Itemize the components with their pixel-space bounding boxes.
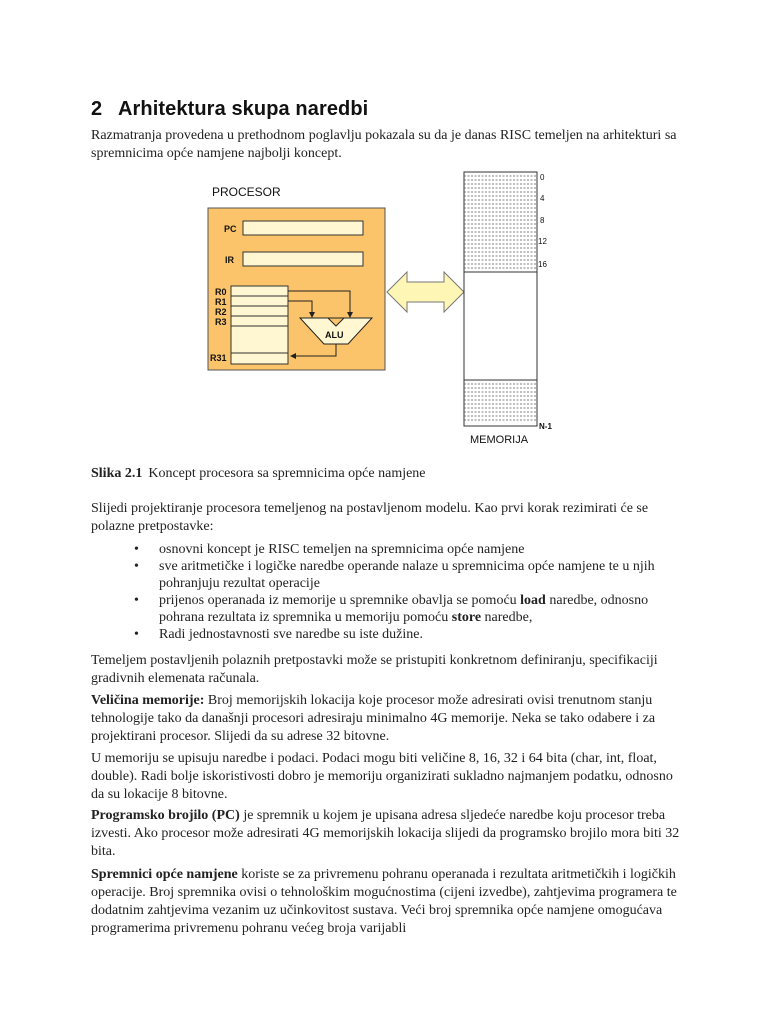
paragraph-program-counter: Programsko brojilo (PC) je spremnik u kojem je upisana adresa sljedeće naredbe koju procesor treba izvesti. Ako procesor može adresirati 4G memorijskih lokacija slijedi da programsko brojilo mora biti 32 bita.	[91, 808, 680, 859]
list-item: • prijenos operanada iz memorije u spremnike obavlja se pomoću load naredbe, odnosno pohrana rezultata iz spremnika u memoriju pomoću store naredbe,	[91, 592, 681, 626]
memory-address-0: 0	[540, 173, 545, 182]
paragraph-definition: Temeljem postavljenih polaznih pretpostavki može se pristupiti konkretnom definiranju, specifikaciji gradivnih elemenata računala.	[91, 653, 658, 686]
figure-caption	[91, 465, 681, 483]
register-label-r1: R1	[215, 297, 227, 307]
memory-address-last: N-1	[539, 422, 552, 431]
paragraph-memory-data: U memoriju se upisuju naredbe i podaci. Podaci mogu biti veličine 8, 16, 32 i 64 bita (char, int, float, double). Radi bolje iskoristivosti dobro je memoriju organizirati sukladno najmanjem podatku, odnosno da su lokacije 8 bitovne.	[91, 751, 673, 802]
register-label-r2: R2	[215, 307, 227, 317]
pc-register	[243, 221, 363, 235]
caption-label: Slika 2.1	[91, 466, 143, 481]
memory-address-12: 12	[538, 237, 547, 246]
register-label-r3: R3	[215, 317, 227, 327]
intro-paragraph: Razmatranja provedena u prethodnom poglavlju pokazala su da je danas RISC temeljen na arhitekturi sa spremnicima opće namjene najbolji koncept.	[91, 128, 677, 161]
section-number: 2	[91, 98, 103, 120]
ir-label: IR	[225, 255, 234, 265]
term-memory-size: Veličina memorije:	[91, 693, 205, 708]
memory-address-4: 4	[540, 194, 545, 203]
paragraph-memory-size: Veličina memorije: Broj memorijskih lokacija koje procesor može adresirati ovisi trenutnom stanju tehnologije tako da današnji procesori adresiraju minimalno 4G memorije. Neka se tako odabere i za projektirani procesor. Slijedi da su adrese 32 bitovne.	[91, 693, 656, 744]
register-file	[231, 286, 288, 364]
ir-register	[243, 252, 363, 266]
alu-label: ALU	[325, 330, 344, 340]
term-program-counter: Programsko brojilo (PC)	[91, 808, 240, 823]
pc-label: PC	[224, 224, 237, 234]
section-title: Arhitektura skupa naredbi	[118, 98, 369, 120]
list-item: • osnovni koncept je RISC temeljen na spremnicima opće namjene	[91, 541, 681, 558]
list-item: • sve aritmetičke i logičke naredbe operande nalaze u spremnicima opće namjene te u njih pohranjuju rezultat operacije	[91, 558, 681, 592]
memory-address-16: 16	[538, 260, 547, 269]
assumptions-list	[91, 541, 681, 643]
bus-double-arrow	[387, 272, 464, 312]
memory-label: MEMORIJA	[470, 434, 529, 446]
paragraph-assumptions: Slijedi projektiranje procesora temeljenog na postavljenom modelu. Kao prvi korak rezimirati će se polazne pretpostavke:	[91, 501, 649, 534]
term-general-registers: Spremnici opće namjene	[91, 867, 238, 882]
processor-label: PROCESOR	[212, 185, 281, 199]
caption-text: Koncept procesora sa spremnicima opće namjene	[148, 466, 426, 481]
list-item: • Radi jednostavnosti sve naredbe su iste dužine.	[91, 626, 681, 643]
section-heading	[91, 98, 368, 121]
paragraph-general-registers: Spremnici opće namjene koriste se za privremenu pohranu operanada i rezultata aritmetičkih i logičkih operacije. Broj spremnika ovisi o tehnološkim mogućnostima (cijeni izvedbe), zahtjevima programera te dodatnim zahtjevima vezanim uz učinkovitost sustava. Veći broj spremnika opće namjene omogućava programerima privremenu pohranu većeg broja varijabli	[91, 867, 677, 936]
load-keyword: load	[520, 593, 546, 608]
register-label-r31: R31	[210, 353, 227, 363]
store-keyword: store	[451, 610, 482, 625]
memory-address-8: 8	[540, 216, 545, 225]
memory-block	[464, 172, 537, 426]
processor-memory-diagram	[200, 168, 580, 450]
register-label-r0: R0	[215, 287, 227, 297]
